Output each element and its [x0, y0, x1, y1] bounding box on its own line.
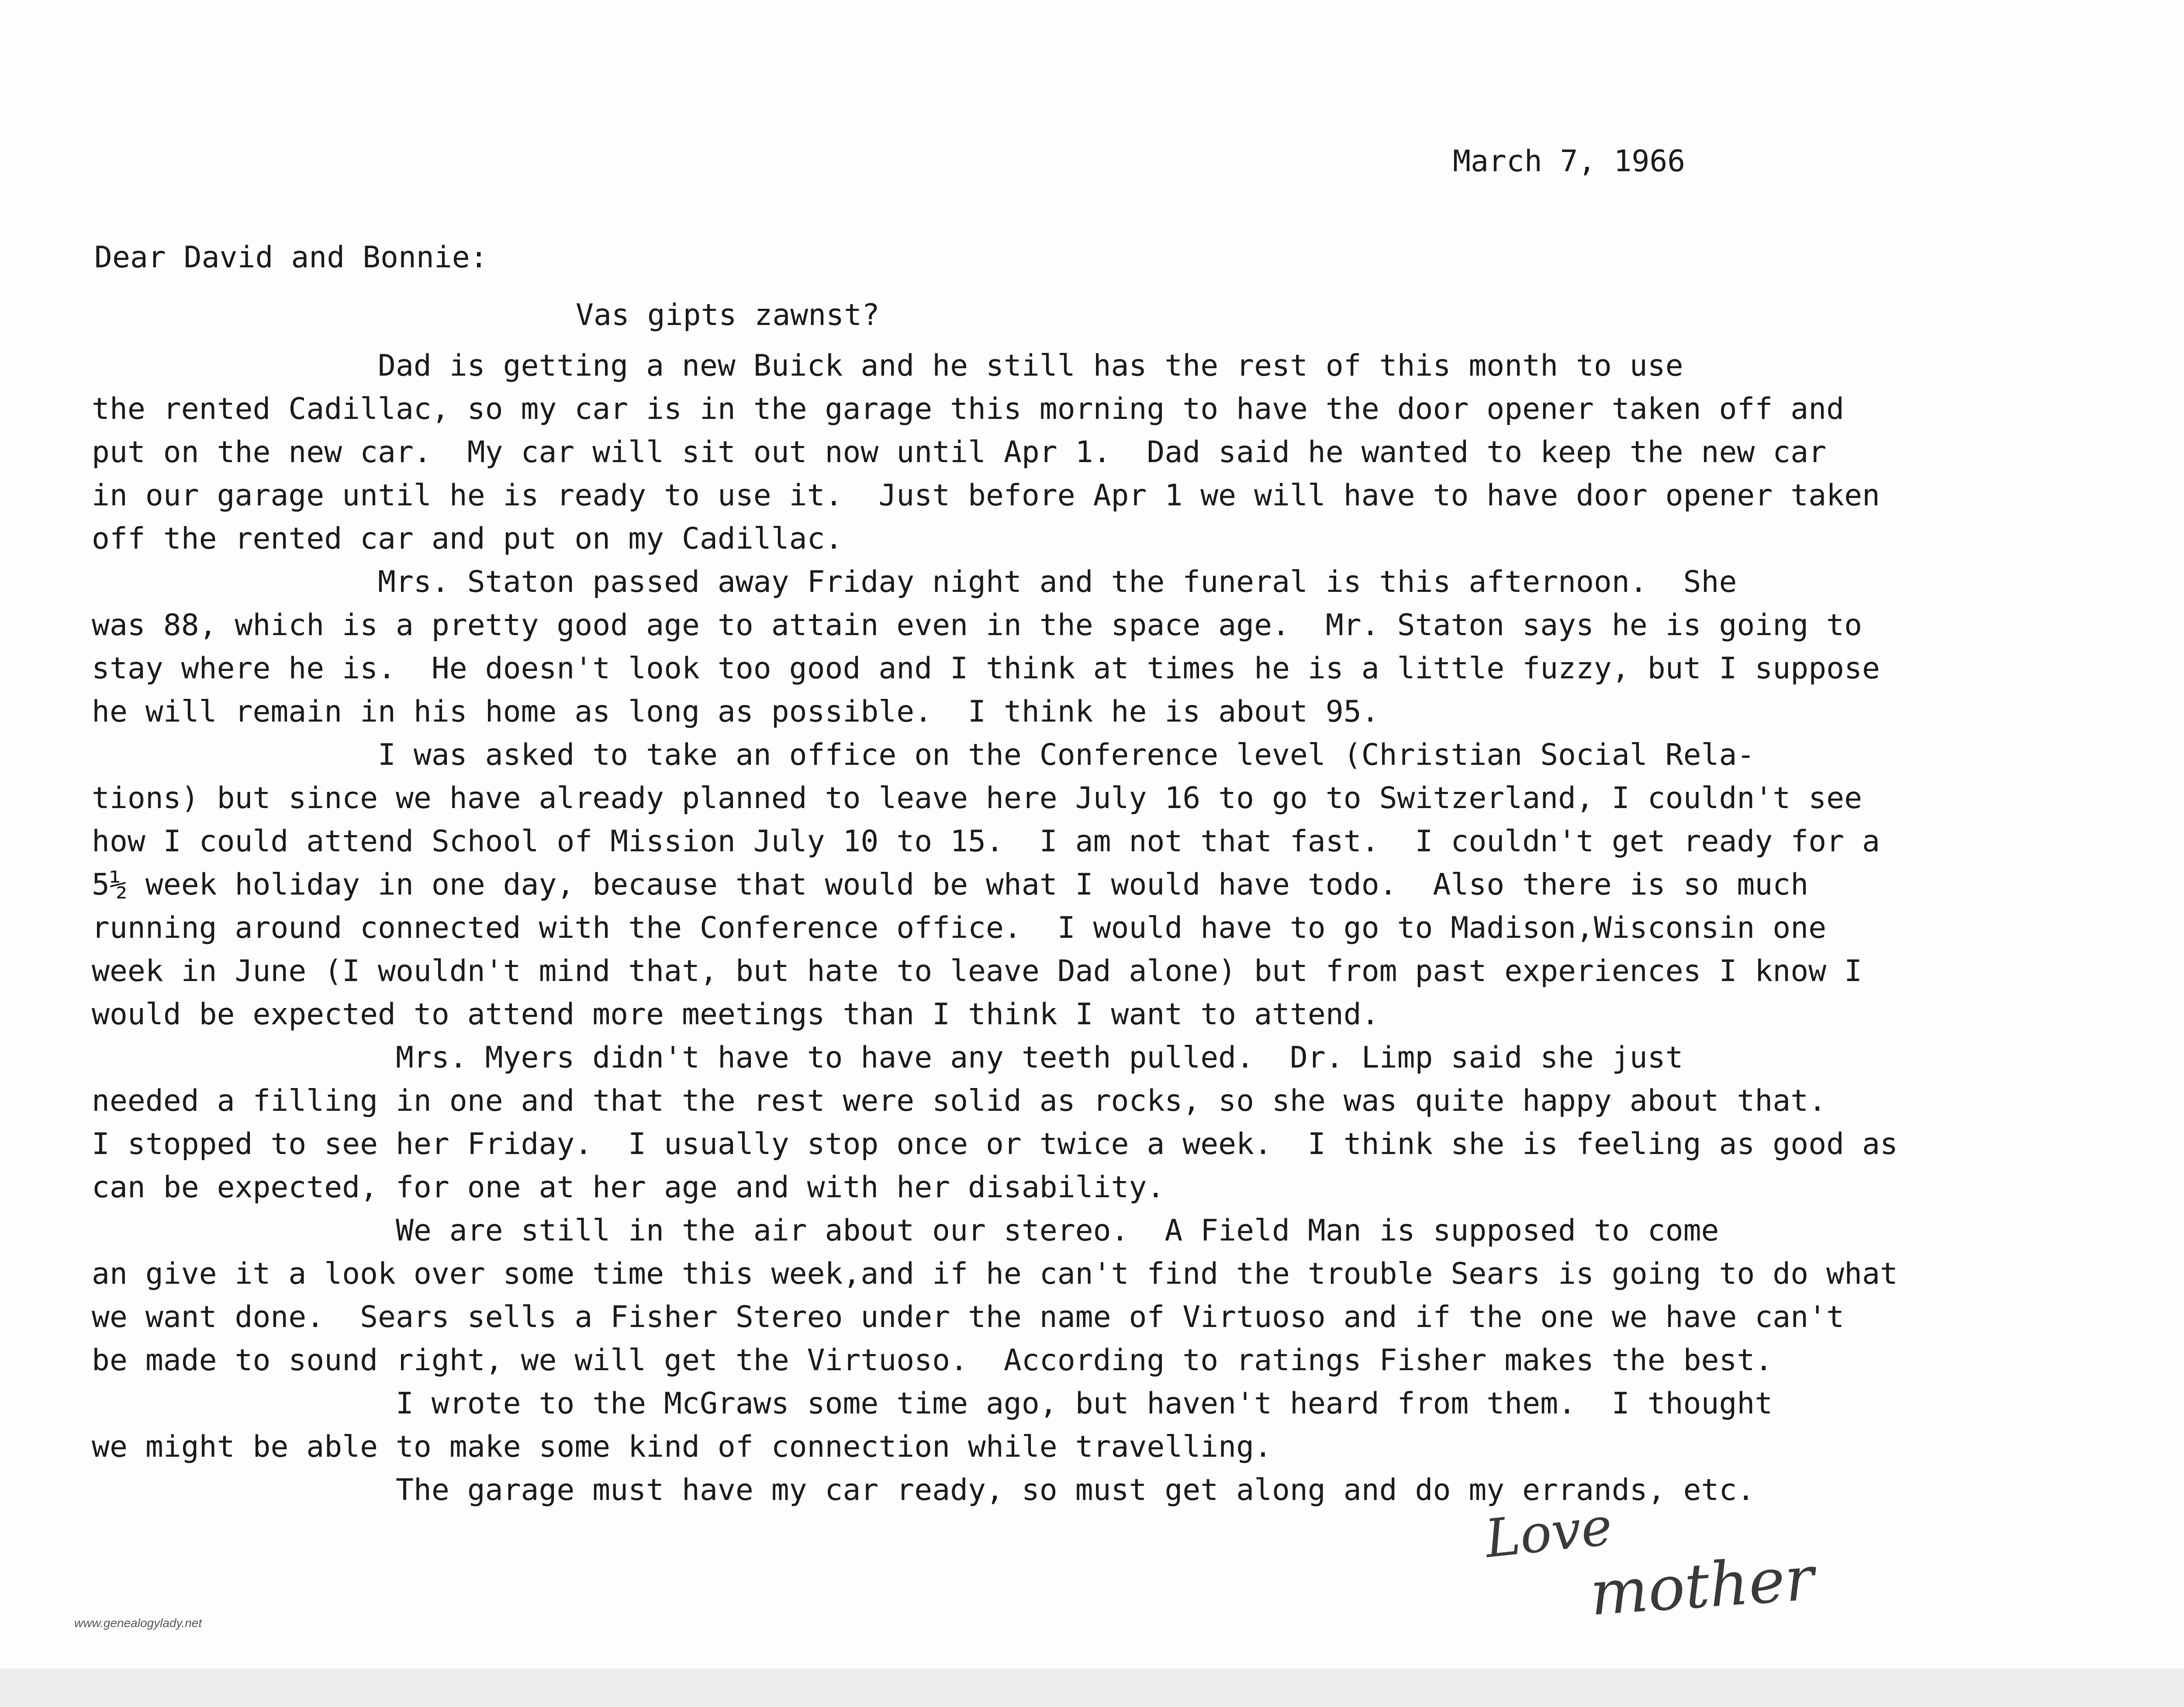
opening-line: Vas gipts zawnst? — [576, 298, 880, 332]
body-line: the rented Cadillac, so my car is in the garage this morning to have the door opener taken off and — [92, 392, 1845, 426]
watermark: www.genealogylady.net — [74, 1616, 202, 1630]
body-line: running around connected with the Conference office. I would have to go to Madison,Wisconsin one — [92, 911, 1827, 945]
body-line: in our garage until he is ready to use it. Just before Apr 1 we will have to have door opener taken — [92, 478, 1880, 513]
letter-date: March 7, 1966 — [1453, 144, 1686, 179]
salutation: Dear David and Bonnie: — [94, 240, 488, 275]
signature-mother: mother — [1587, 1543, 1817, 1630]
body-line: I wrote to the McGraws some time ago, but haven't heard from them. I thought — [92, 1386, 1773, 1421]
scan-edge — [0, 1669, 2184, 1707]
body-line: we might be able to make some kind of connection while travelling. — [92, 1430, 1272, 1464]
body-line: needed a filling in one and that the rest were solid as rocks, so she was quite happy about that. — [92, 1084, 1827, 1118]
closing-love: Love — [1482, 1496, 1615, 1570]
body-line: an give it a look over some time this week,and if he can't find the trouble Sears is going to do what — [92, 1257, 1898, 1291]
body-line: Dad is getting a new Buick and he still has the rest of this month to use — [92, 349, 1683, 383]
body-line: We are still in the air about our stereo. A Field Man is supposed to come — [92, 1213, 1719, 1248]
body-line: we want done. Sears sells a Fisher Stereo under the name of Virtuoso and if the one we have can't — [92, 1300, 1845, 1334]
body-line: stay where he is. He doesn't look too good and I think at times he is a little fuzzy, but I suppose — [92, 651, 1880, 686]
body-line: would be expected to attend more meetings than I think I want to attend. — [92, 997, 1379, 1032]
letter-body — [92, 344, 2184, 1512]
body-line: put on the new car. My car will sit out now until Apr 1. Dad said he wanted to keep the new car — [92, 435, 1827, 470]
body-line: be made to sound right, we will get the Virtuoso. According to ratings Fisher makes the best. — [92, 1343, 1773, 1378]
body-line: was 88, which is a pretty good age to attain even in the space age. Mr. Staton says he is going to — [92, 608, 1863, 643]
body-line: week in June (I wouldn't mind that, but hate to leave Dad alone) but from past experiences I know I — [92, 954, 1863, 988]
body-line: The garage must have my car ready, so must get along and do my errands, etc. — [92, 1473, 1755, 1507]
body-line: can be expected, for one at her age and with her disability. — [92, 1170, 1165, 1205]
body-line: he will remain in his home as long as possible. I think he is about 95. — [92, 695, 1379, 729]
body-line: off the rented car and put on my Cadillac. — [92, 522, 843, 556]
body-line: I stopped to see her Friday. I usually stop once or twice a week. I think she is feeling as good as — [92, 1127, 1898, 1161]
body-line: Mrs. Myers didn't have to have any teeth pulled. Dr. Limp said she just — [92, 1040, 1683, 1075]
body-line: tions) but since we have already planned to leave here July 16 to go to Switzerland, I couldn't see — [92, 781, 1863, 815]
body-line: how I could attend School of Mission July 10 to 15. I am not that fast. I couldn't get ready for a — [92, 824, 1880, 859]
body-line: Mrs. Staton passed away Friday night and the funeral is this afternoon. She — [92, 565, 1737, 599]
body-line: I was asked to take an office on the Conference level (Christian Social Rela- — [92, 738, 1755, 772]
body-line: 5½ week holiday in one day, because that would be what I would have todo. Also there is so much — [92, 867, 1809, 902]
